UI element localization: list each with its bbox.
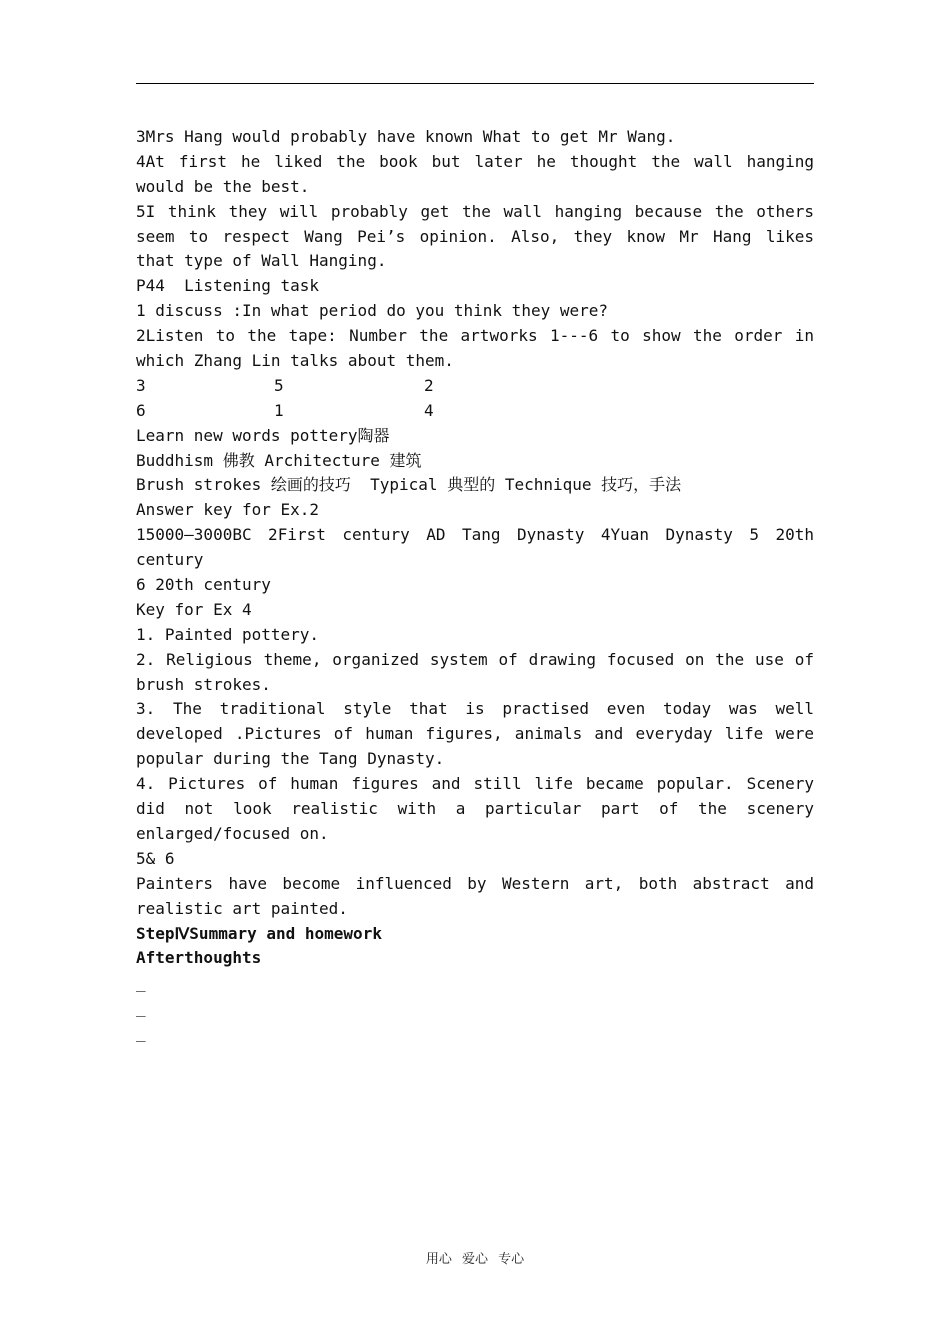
text-line: 3. The traditional style that is practised even today was well <box>136 699 814 719</box>
text-line: seem to respect Wang Pei’s opinion. Also, they know Mr Hang likes <box>136 226 814 246</box>
header-rule <box>136 83 814 84</box>
grid-cell: 5 <box>274 375 284 395</box>
text-line: would be the best. <box>136 176 310 196</box>
text-line: Painters have become influenced by Western art, both abstract and <box>136 873 814 893</box>
text-line: 1. Painted pottery. <box>136 624 320 644</box>
section-heading: Afterthoughts <box>136 948 262 968</box>
document-body <box>136 125 814 1046</box>
text-line: 6 20th century <box>136 575 271 595</box>
grid-cell: 1 <box>274 400 284 420</box>
text-line: century <box>136 550 204 570</box>
text-line: 5I think they will probably get the wall hanging because the others <box>136 201 814 221</box>
text-line: Answer key for Ex.2 <box>136 500 320 520</box>
text-line: developed .Pictures of human figures, animals and everyday life were <box>136 724 814 744</box>
grid-cell: 3 <box>136 375 146 395</box>
vocab-line: Learn new words pottery陶器 <box>136 425 390 445</box>
grid-cell: 4 <box>424 400 434 420</box>
text-line: 5& 6 <box>136 848 175 868</box>
text-line: which Zhang Lin talks about them. <box>136 351 454 371</box>
text-line: P44 Listening task <box>136 276 320 296</box>
text-line: 2. Religious theme, organized system of drawing focused on the use of <box>136 649 814 669</box>
vocab-line: Brush strokes 绘画的技巧 Typical 典型的 Technique 技巧，手法 <box>136 475 682 495</box>
section-heading: StepⅣSummary and homework <box>136 923 382 943</box>
text-line: 15000—3000BC 2First century AD Tang Dynasty 4Yuan Dynasty 5 20th <box>136 525 814 545</box>
text-line: enlarged/focused on. <box>136 823 329 843</box>
text-line: brush strokes. <box>136 674 271 694</box>
blank-line: _ <box>136 998 146 1018</box>
text-line: 4. Pictures of human figures and still life became popular. Scenery <box>136 774 814 794</box>
grid-cell: 6 <box>136 400 146 420</box>
grid-cell: 2 <box>424 375 434 395</box>
blank-line: _ <box>136 1023 146 1043</box>
answer-grid-row <box>136 399 814 424</box>
text-line: 2Listen to the tape: Number the artworks 1---6 to show the order in <box>136 326 814 346</box>
text-line: 3Mrs Hang would probably have known What to get Mr Wang. <box>136 127 676 146</box>
text-line: 4At first he liked the book but later he thought the wall hanging <box>136 151 814 171</box>
blank-line: _ <box>136 973 146 993</box>
text-line: did not look realistic with a particular part of the scenery <box>136 799 814 819</box>
text-line: Key for Ex 4 <box>136 599 252 619</box>
text-line: popular during the Tang Dynasty. <box>136 749 445 769</box>
text-line: realistic art painted. <box>136 898 348 918</box>
text-line: that type of Wall Hanging. <box>136 251 387 271</box>
text-line: 1 discuss :In what period do you think they were? <box>136 301 609 321</box>
answer-grid-row <box>136 374 814 399</box>
page-footer: 用心 爱心 专心 <box>425 1252 525 1267</box>
vocab-line: Buddhism 佛教 Architecture 建筑 <box>136 450 422 470</box>
